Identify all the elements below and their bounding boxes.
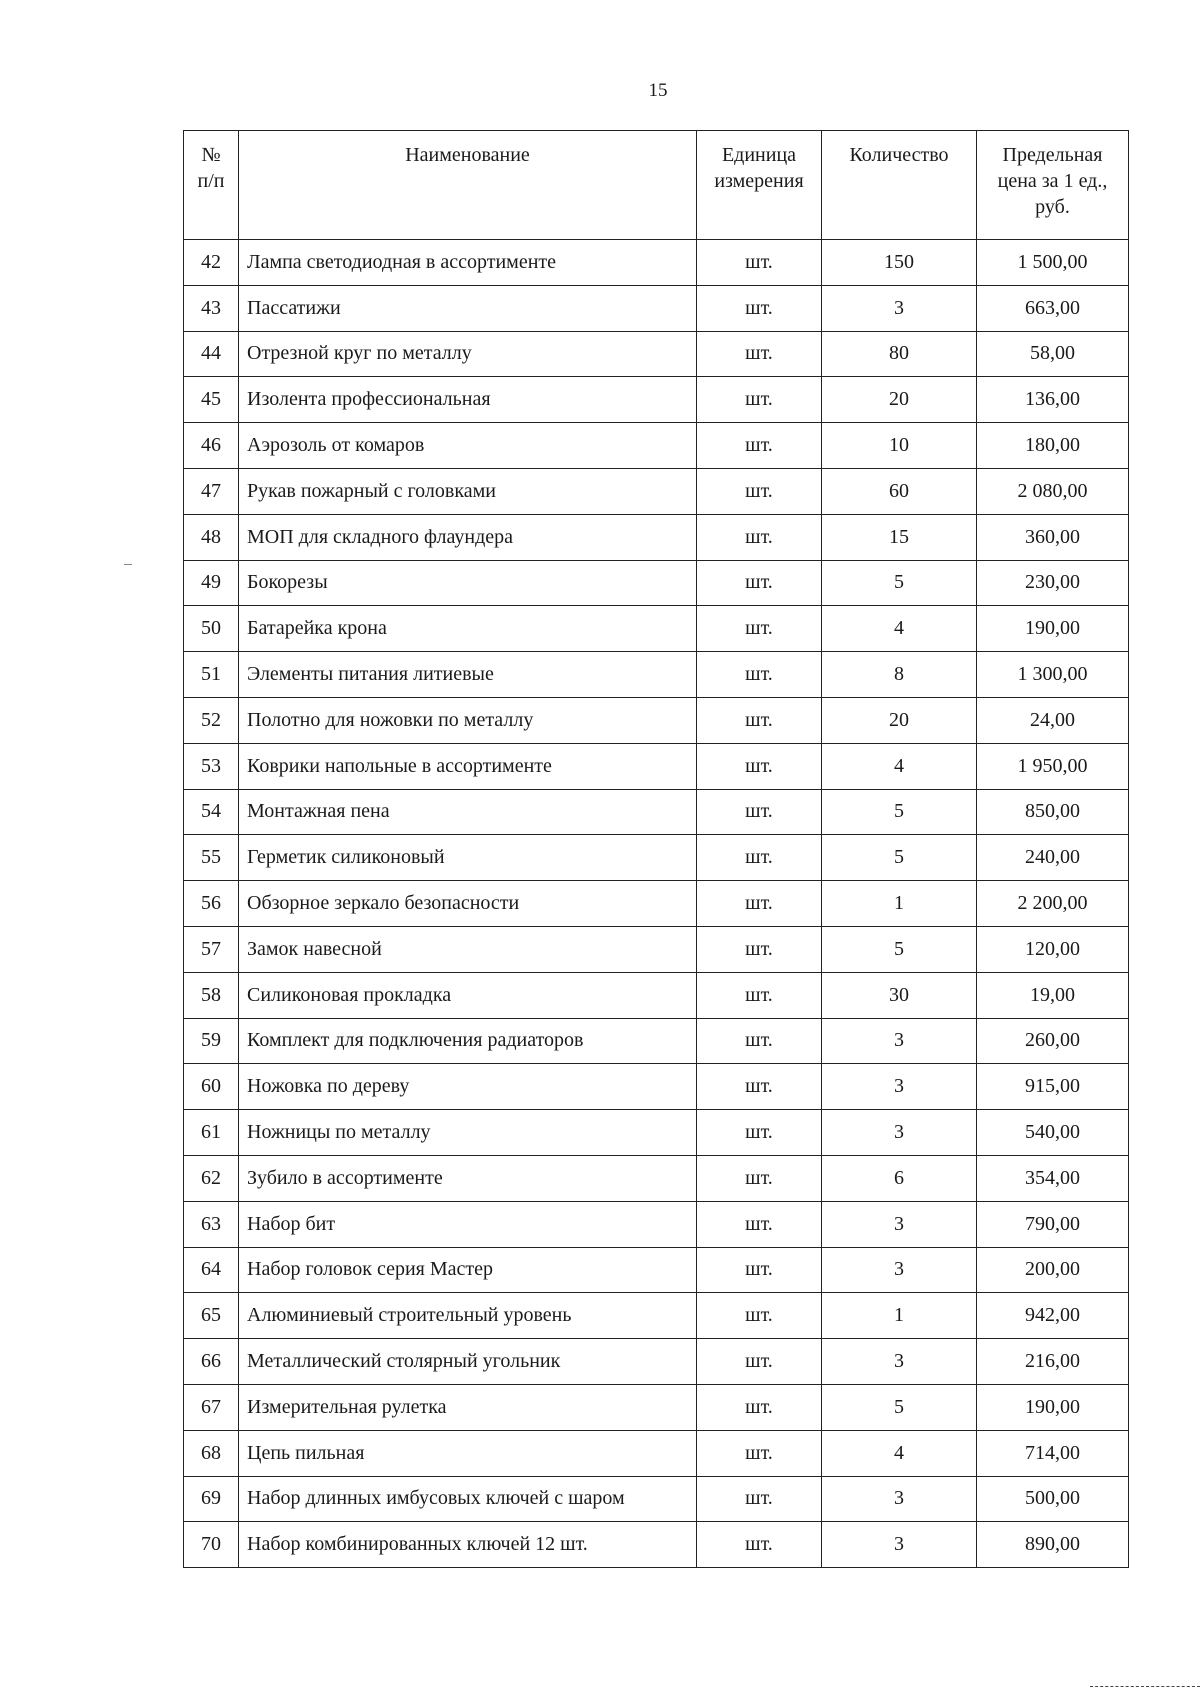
item-price: 136,00	[977, 377, 1129, 423]
item-name: Цепь пильная	[239, 1430, 697, 1476]
table-body	[184, 240, 1129, 1568]
header-unit: Единица измерения	[697, 131, 822, 240]
item-unit: шт.	[697, 652, 822, 698]
table-row	[184, 1293, 1129, 1339]
item-name: Алюминиевый строительный уровень	[239, 1293, 697, 1339]
table-row	[184, 789, 1129, 835]
item-name: Рукав пожарный с головками	[239, 468, 697, 514]
item-price: 500,00	[977, 1476, 1129, 1522]
item-quantity: 5	[822, 835, 977, 881]
row-number: 57	[184, 926, 239, 972]
row-number: 43	[184, 285, 239, 331]
table-row	[184, 1155, 1129, 1201]
table-row	[184, 423, 1129, 469]
item-unit: шт.	[697, 1018, 822, 1064]
item-price: 360,00	[977, 514, 1129, 560]
item-name: Обзорное зеркало безопасности	[239, 881, 697, 927]
item-name: Аэрозоль от комаров	[239, 423, 697, 469]
item-quantity: 5	[822, 1384, 977, 1430]
table-row	[184, 926, 1129, 972]
table-row	[184, 1384, 1129, 1430]
row-number: 70	[184, 1522, 239, 1568]
item-price: 190,00	[977, 1384, 1129, 1430]
table-row	[184, 1476, 1129, 1522]
item-quantity: 80	[822, 331, 977, 377]
items-table	[183, 130, 1129, 1568]
header-price: Предельная цена за 1 ед., руб.	[977, 131, 1129, 240]
row-number: 42	[184, 240, 239, 286]
item-name: Ножницы по металлу	[239, 1110, 697, 1156]
item-name: Набор бит	[239, 1201, 697, 1247]
row-number: 49	[184, 560, 239, 606]
table-row	[184, 377, 1129, 423]
item-quantity: 15	[822, 514, 977, 560]
item-unit: шт.	[697, 1201, 822, 1247]
table-row	[184, 240, 1129, 286]
item-price: 540,00	[977, 1110, 1129, 1156]
item-unit: шт.	[697, 331, 822, 377]
item-unit: шт.	[697, 468, 822, 514]
table-row	[184, 697, 1129, 743]
item-quantity: 20	[822, 697, 977, 743]
table-row	[184, 652, 1129, 698]
item-quantity: 3	[822, 1247, 977, 1293]
item-unit: шт.	[697, 1064, 822, 1110]
item-price: 240,00	[977, 835, 1129, 881]
row-number: 48	[184, 514, 239, 560]
item-unit: шт.	[697, 972, 822, 1018]
item-name: Отрезной круг по металлу	[239, 331, 697, 377]
table-row	[184, 285, 1129, 331]
item-quantity: 3	[822, 1339, 977, 1385]
item-unit: шт.	[697, 926, 822, 972]
item-name: МОП для складного флаундера	[239, 514, 697, 560]
item-price: 216,00	[977, 1339, 1129, 1385]
item-name: Батарейка крона	[239, 606, 697, 652]
item-name: Ножовка по дереву	[239, 1064, 697, 1110]
table-row	[184, 606, 1129, 652]
item-unit: шт.	[697, 743, 822, 789]
item-unit: шт.	[697, 1155, 822, 1201]
item-name: Пассатижи	[239, 285, 697, 331]
item-unit: шт.	[697, 560, 822, 606]
item-quantity: 30	[822, 972, 977, 1018]
item-price: 354,00	[977, 1155, 1129, 1201]
row-number: 55	[184, 835, 239, 881]
item-name: Элементы питания литиевые	[239, 652, 697, 698]
item-quantity: 5	[822, 926, 977, 972]
table-row	[184, 560, 1129, 606]
table-row	[184, 1247, 1129, 1293]
item-price: 1 300,00	[977, 652, 1129, 698]
item-price: 58,00	[977, 331, 1129, 377]
item-quantity: 5	[822, 560, 977, 606]
margin-mark	[124, 564, 132, 565]
item-name: Изолента профессиональная	[239, 377, 697, 423]
item-quantity: 6	[822, 1155, 977, 1201]
row-number: 67	[184, 1384, 239, 1430]
header-name: Наименование	[239, 131, 697, 240]
row-number: 65	[184, 1293, 239, 1339]
item-price: 790,00	[977, 1201, 1129, 1247]
header-num: № п/п	[184, 131, 239, 240]
item-unit: шт.	[697, 377, 822, 423]
row-number: 45	[184, 377, 239, 423]
item-unit: шт.	[697, 240, 822, 286]
item-price: 230,00	[977, 560, 1129, 606]
table-row	[184, 835, 1129, 881]
row-number: 44	[184, 331, 239, 377]
table-row	[184, 743, 1129, 789]
item-name: Монтажная пена	[239, 789, 697, 835]
item-price: 1 500,00	[977, 240, 1129, 286]
item-unit: шт.	[697, 514, 822, 560]
item-unit: шт.	[697, 423, 822, 469]
row-number: 69	[184, 1476, 239, 1522]
table-row	[184, 1522, 1129, 1568]
bottom-rule	[1090, 1686, 1200, 1687]
item-name: Набор длинных имбусовых ключей с шаром	[239, 1476, 697, 1522]
item-name: Комплект для подключения радиаторов	[239, 1018, 697, 1064]
row-number: 62	[184, 1155, 239, 1201]
row-number: 52	[184, 697, 239, 743]
item-price: 942,00	[977, 1293, 1129, 1339]
item-quantity: 3	[822, 285, 977, 331]
item-price: 120,00	[977, 926, 1129, 972]
table-row	[184, 1201, 1129, 1247]
table-header	[184, 131, 1129, 240]
row-number: 46	[184, 423, 239, 469]
item-quantity: 8	[822, 652, 977, 698]
row-number: 63	[184, 1201, 239, 1247]
row-number: 51	[184, 652, 239, 698]
item-quantity: 150	[822, 240, 977, 286]
item-unit: шт.	[697, 881, 822, 927]
item-name: Зубило в ассортименте	[239, 1155, 697, 1201]
table-row	[184, 1018, 1129, 1064]
item-price: 890,00	[977, 1522, 1129, 1568]
item-name: Бокорезы	[239, 560, 697, 606]
item-quantity: 5	[822, 789, 977, 835]
table-row	[184, 881, 1129, 927]
item-quantity: 3	[822, 1476, 977, 1522]
item-price: 2 080,00	[977, 468, 1129, 514]
item-name: Полотно для ножовки по металлу	[239, 697, 697, 743]
row-number: 47	[184, 468, 239, 514]
item-price: 714,00	[977, 1430, 1129, 1476]
row-number: 50	[184, 606, 239, 652]
item-name: Герметик силиконовый	[239, 835, 697, 881]
row-number: 64	[184, 1247, 239, 1293]
table-row	[184, 1110, 1129, 1156]
item-name: Металлический столярный угольник	[239, 1339, 697, 1385]
item-price: 1 950,00	[977, 743, 1129, 789]
item-price: 200,00	[977, 1247, 1129, 1293]
item-unit: шт.	[697, 1110, 822, 1156]
item-unit: шт.	[697, 1339, 822, 1385]
item-quantity: 3	[822, 1201, 977, 1247]
row-number: 60	[184, 1064, 239, 1110]
row-number: 59	[184, 1018, 239, 1064]
item-quantity: 3	[822, 1522, 977, 1568]
table-row	[184, 1064, 1129, 1110]
row-number: 68	[184, 1430, 239, 1476]
item-price: 260,00	[977, 1018, 1129, 1064]
item-quantity: 20	[822, 377, 977, 423]
item-unit: шт.	[697, 1293, 822, 1339]
item-unit: шт.	[697, 1384, 822, 1430]
item-name: Коврики напольные в ассортименте	[239, 743, 697, 789]
row-number: 58	[184, 972, 239, 1018]
table-row	[184, 972, 1129, 1018]
item-price: 180,00	[977, 423, 1129, 469]
item-quantity: 1	[822, 881, 977, 927]
item-price: 190,00	[977, 606, 1129, 652]
item-price: 915,00	[977, 1064, 1129, 1110]
item-quantity: 4	[822, 743, 977, 789]
item-price: 24,00	[977, 697, 1129, 743]
item-name: Силиконовая прокладка	[239, 972, 697, 1018]
item-name: Измерительная рулетка	[239, 1384, 697, 1430]
table-row	[184, 514, 1129, 560]
item-name: Лампа светодиодная в ассортименте	[239, 240, 697, 286]
item-unit: шт.	[697, 285, 822, 331]
row-number: 53	[184, 743, 239, 789]
item-unit: шт.	[697, 789, 822, 835]
item-price: 19,00	[977, 972, 1129, 1018]
header-qty: Количество	[822, 131, 977, 240]
item-quantity: 60	[822, 468, 977, 514]
item-quantity: 3	[822, 1110, 977, 1156]
header-row	[184, 131, 1129, 240]
item-price: 2 200,00	[977, 881, 1129, 927]
table-row	[184, 468, 1129, 514]
table-row	[184, 1430, 1129, 1476]
item-price: 850,00	[977, 789, 1129, 835]
item-name: Набор головок серия Мастер	[239, 1247, 697, 1293]
row-number: 61	[184, 1110, 239, 1156]
row-number: 54	[184, 789, 239, 835]
item-unit: шт.	[697, 606, 822, 652]
item-unit: шт.	[697, 1247, 822, 1293]
item-name: Замок навесной	[239, 926, 697, 972]
row-number: 56	[184, 881, 239, 927]
item-price: 663,00	[977, 285, 1129, 331]
item-quantity: 3	[822, 1064, 977, 1110]
page-number: 15	[648, 80, 668, 101]
table-row	[184, 1339, 1129, 1385]
table-row	[184, 331, 1129, 377]
item-quantity: 4	[822, 1430, 977, 1476]
item-unit: шт.	[697, 1430, 822, 1476]
item-quantity: 4	[822, 606, 977, 652]
row-number: 66	[184, 1339, 239, 1385]
item-unit: шт.	[697, 1522, 822, 1568]
item-quantity: 10	[822, 423, 977, 469]
item-unit: шт.	[697, 697, 822, 743]
item-quantity: 1	[822, 1293, 977, 1339]
item-unit: шт.	[697, 1476, 822, 1522]
item-name: Набор комбинированных ключей 12 шт.	[239, 1522, 697, 1568]
item-unit: шт.	[697, 835, 822, 881]
item-quantity: 3	[822, 1018, 977, 1064]
